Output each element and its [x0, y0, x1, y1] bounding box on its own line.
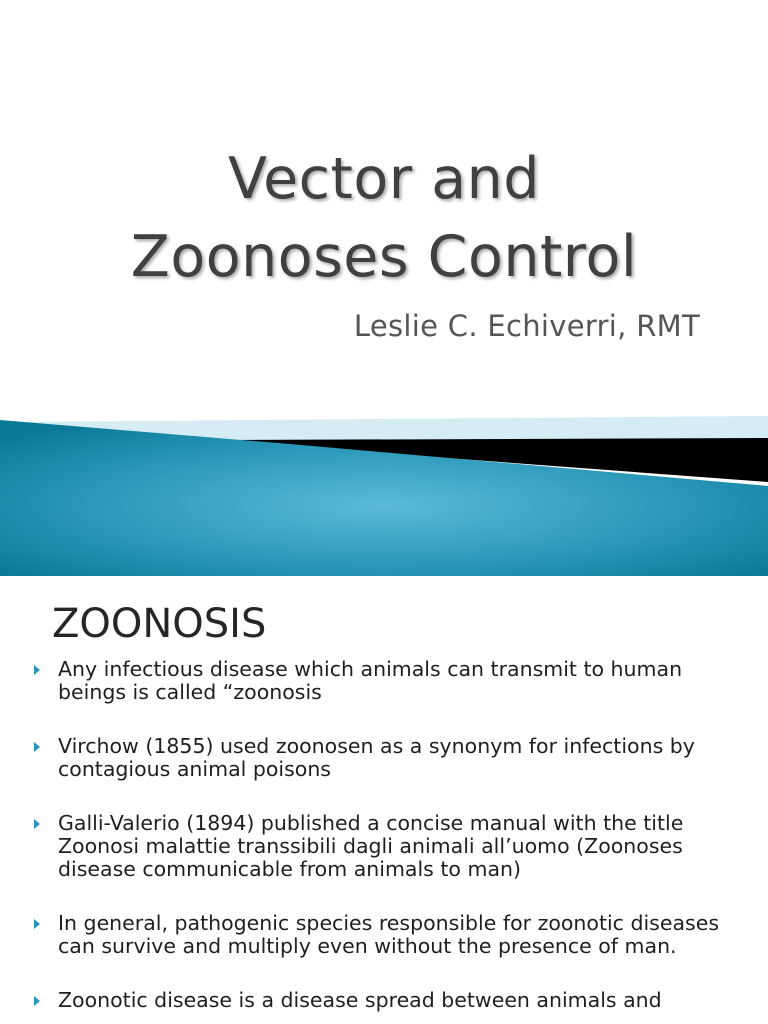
bullet-item	[32, 735, 744, 781]
bullet-list	[32, 658, 744, 1024]
triangle-right-icon	[34, 819, 40, 829]
triangle-right-icon	[34, 665, 40, 675]
triangle-right-icon	[34, 742, 40, 752]
bullet-text: Virchow (1855) used zoonosen as a synonym for infections by contagious animal poisons	[58, 734, 695, 781]
author-subtitle: Leslie C. Echiverri, RMT	[353, 309, 700, 343]
title-line-2: Zoonoses Control	[130, 224, 638, 290]
decorative-wave-band	[0, 410, 768, 576]
title-line-1: Vector and	[228, 146, 540, 212]
bullet-text: Zoonotic disease is a disease spread between animals and	[58, 988, 662, 1012]
triangle-right-icon	[34, 996, 40, 1006]
bullet-text: In general, pathogenic species responsible for zoonotic diseases can survive and multiply even without the presence of man.	[58, 911, 720, 958]
bullet-text: Any infectious disease which animals can transmit to human beings is called “zoonosis	[58, 657, 683, 704]
bullet-item	[32, 989, 744, 1012]
section-heading: ZOONOSIS	[52, 601, 267, 647]
bullet-text: Galli-Valerio (1894) published a concise manual with the title Zoonosi malattie transsibili dagli animali all’uomo (Zoonoses disease communicable from animals to man)	[58, 811, 684, 881]
slide-title	[0, 140, 768, 296]
zoonosis-slide	[0, 576, 768, 1024]
bullet-item	[32, 912, 744, 958]
bullet-item	[32, 658, 744, 704]
bullet-item	[32, 812, 744, 881]
triangle-right-icon	[34, 919, 40, 929]
